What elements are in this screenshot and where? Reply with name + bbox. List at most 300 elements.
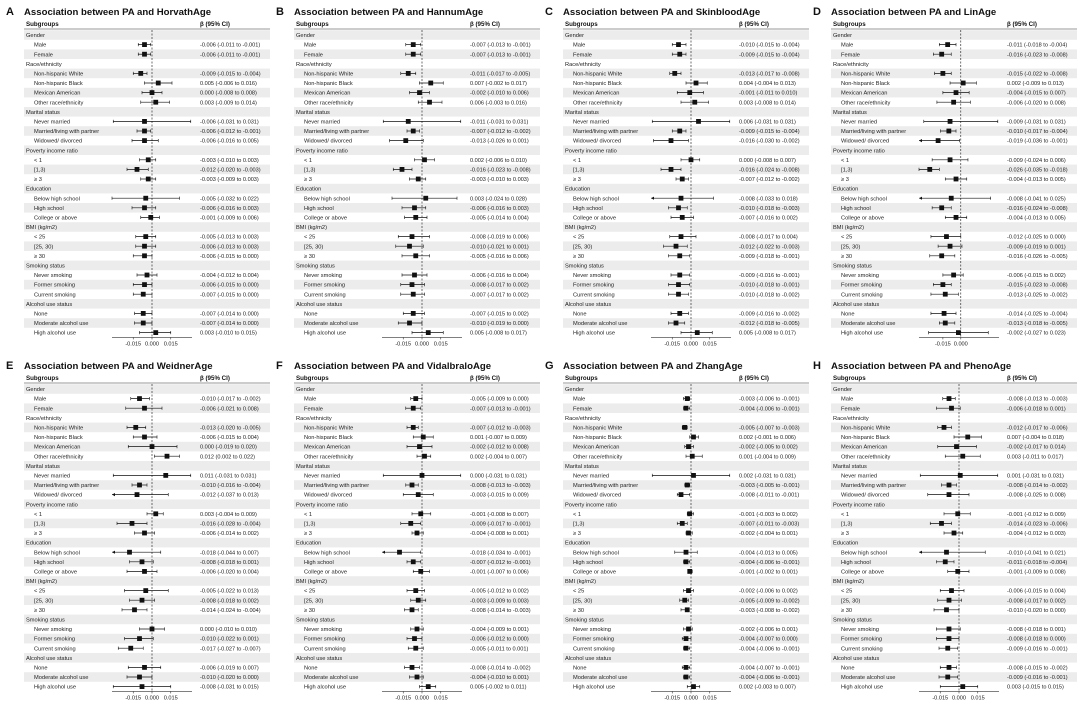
- row-stripe: [294, 222, 540, 232]
- subgroup-label-below-high-school: Below high school: [34, 196, 80, 203]
- ci-value: 0.002 (-0.004 to 0.007): [470, 454, 527, 461]
- subgroup-label-3: ≥ 3: [841, 531, 849, 538]
- ci-value: -0.007 (-0.012 to -0.002): [470, 129, 531, 136]
- group-label-poverty-income-ratio: Poverty income ratio: [296, 502, 348, 509]
- estimate-point: [413, 215, 418, 220]
- subgroups-header: Subgroups: [26, 375, 59, 382]
- ci-value: -0.013 (-0.018 to -0.005): [1007, 321, 1068, 328]
- group-label-gender: Gender: [833, 387, 852, 394]
- estimate-point: [947, 627, 952, 632]
- ci-value: -0.015 (-0.022 to -0.008): [1007, 71, 1068, 78]
- ci-value: -0.010 (-0.016 to -0.004): [200, 483, 261, 490]
- estimate-point: [945, 42, 950, 47]
- subgroup-label-moderate-alcohol-use: Moderate alcohol use: [573, 321, 628, 328]
- group-label-smoking-status: Smoking status: [296, 263, 335, 270]
- ci-value: -0.001 (-0.003 to 0.002): [739, 511, 798, 518]
- ci-value: -0.002 (-0.004 to 0.001): [739, 531, 798, 538]
- ci-value: 0.011 (-0.031 to 0.031): [200, 473, 257, 480]
- subgroup-label-moderate-alcohol-use: Moderate alcohol use: [841, 321, 896, 328]
- estimate-point: [679, 234, 684, 239]
- estimate-point: [948, 157, 953, 162]
- estimate-point: [142, 531, 147, 536]
- row-stripe: [294, 461, 540, 471]
- group-label-alcohol-use-status: Alcohol use status: [833, 301, 880, 308]
- group-label-education: Education: [833, 186, 859, 193]
- x-tick-label: 0.015: [433, 695, 448, 702]
- estimate-point: [691, 473, 696, 478]
- subgroup-label-widowed-divorced: Widowed/ divorced: [304, 492, 353, 499]
- ci-value: -0.010 (-0.020 to 0.000): [200, 675, 259, 682]
- ci-value: -0.005 (-0.009 to 0.000): [470, 396, 529, 403]
- subgroup-label-below-high-school: Below high school: [841, 550, 887, 557]
- estimate-point: [680, 177, 685, 182]
- estimate-point: [682, 425, 687, 430]
- ci-value: -0.008 (-0.018 to 0.001): [1007, 627, 1066, 634]
- group-label-bmi-kg-m2: BMI (kg/m2): [296, 579, 327, 586]
- chart-title: Association between PA and HorvathAge: [24, 7, 212, 18]
- row-stripe: [294, 107, 540, 117]
- ci-value: 0.004 (-0.004 to 0.013): [739, 81, 796, 88]
- ci-value: -0.007 (-0.014 to 0.000): [200, 311, 259, 318]
- subgroup-label-never-married: Never married: [304, 473, 341, 480]
- forest-plot-svg: [4, 2, 272, 354]
- group-label-bmi-kg-m2: BMI (kg/m2): [833, 225, 864, 232]
- panel-e: [4, 356, 272, 708]
- estimate-point: [428, 81, 433, 86]
- subgroup-label-former-smoking: Former smoking: [34, 282, 76, 289]
- estimate-point: [691, 684, 696, 689]
- estimate-point: [412, 205, 417, 210]
- estimate-point: [142, 282, 147, 287]
- subgroup-label-former-smoking: Former smoking: [573, 282, 615, 289]
- subgroup-label-married-living-with-partner: Married/living with partner: [34, 129, 100, 136]
- subgroup-label-moderate-alcohol-use: Moderate alcohol use: [304, 321, 359, 328]
- group-label-education: Education: [296, 186, 322, 193]
- estimate-point: [676, 292, 681, 297]
- ci-value: -0.009 (-0.015 to -0.004): [739, 129, 800, 136]
- subgroup-label-never-smoking: Never smoking: [841, 627, 879, 634]
- subgroup-label-female: Female: [304, 406, 323, 413]
- ci-value: -0.008 (-0.017 to 0.002): [1007, 598, 1066, 605]
- estimate-point: [137, 396, 142, 401]
- row-stripe: [563, 576, 809, 586]
- estimate-point: [686, 531, 691, 536]
- estimate-point: [153, 330, 158, 335]
- subgroup-label-30: ≥ 30: [841, 607, 853, 614]
- estimate-point: [672, 71, 677, 76]
- subgroup-label-non-hispanic-black: Non-hispanic Black: [573, 435, 622, 442]
- ci-value: -0.017 (-0.027 to -0.007): [200, 646, 261, 653]
- ci-value: 0.001 (-0.004 to 0.009): [739, 454, 796, 461]
- ci-value: -0.012 (-0.022 to -0.003): [739, 244, 800, 251]
- subgroup-label-widowed-divorced: Widowed/ divorced: [841, 492, 890, 499]
- estimate-point: [418, 569, 423, 574]
- subgroup-label-3: ≥ 3: [573, 531, 581, 538]
- ci-header: β (95% CI): [200, 375, 230, 382]
- x-tick-label: 0.015: [970, 695, 985, 702]
- ci-header: β (95% CI): [1007, 375, 1037, 382]
- ci-value: -0.006 (-0.020 to 0.004): [200, 569, 259, 576]
- subgroup-label-college-or-above: College or above: [573, 215, 617, 222]
- ci-value: -0.006 (-0.015 to 0.004): [1007, 588, 1066, 595]
- subgroup-label-none: None: [841, 311, 855, 318]
- estimate-point: [411, 425, 416, 430]
- chart-title: Association between PA and HannumAge: [294, 7, 484, 18]
- estimate-point: [939, 253, 944, 258]
- group-label-marital-status: Marital status: [565, 463, 599, 470]
- x-tick-label: 0.000: [415, 695, 429, 702]
- estimate-point: [944, 607, 949, 612]
- row-stripe: [24, 222, 270, 232]
- ci-value: 0.001 (-0.007 to 0.009): [470, 435, 527, 442]
- subgroup-label-below-high-school: Below high school: [573, 550, 619, 557]
- estimate-point: [146, 177, 151, 182]
- group-label-race-ethnicity: Race/ethnicity: [833, 61, 869, 68]
- row-stripe: [831, 30, 1077, 40]
- group-label-poverty-income-ratio: Poverty income ratio: [565, 148, 617, 155]
- subgroup-label-never-married: Never married: [573, 119, 610, 126]
- estimate-point: [415, 531, 420, 536]
- estimate-point: [135, 492, 140, 497]
- estimate-point: [694, 81, 699, 86]
- ci-value: -0.007 (-0.012 to -0.001): [470, 559, 531, 566]
- group-label-marital-status: Marital status: [296, 109, 330, 116]
- ci-value: -0.004 (-0.008 to 0.001): [470, 531, 529, 538]
- group-label-bmi-kg-m2: BMI (kg/m2): [565, 225, 596, 232]
- subgroup-label-moderate-alcohol-use: Moderate alcohol use: [304, 675, 359, 682]
- ci-value: 0.002 (-0.001 to 0.006): [739, 435, 796, 442]
- forest-plot-svg: [543, 2, 811, 354]
- estimate-point: [411, 311, 416, 316]
- ci-value: 0.003 (-0.015 to 0.015): [1007, 684, 1064, 691]
- subgroup-label-never-married: Never married: [841, 473, 878, 480]
- group-label-race-ethnicity: Race/ethnicity: [296, 415, 332, 422]
- estimate-point: [677, 273, 682, 278]
- estimate-point: [410, 282, 415, 287]
- estimate-point: [163, 473, 168, 478]
- subgroups-header: Subgroups: [565, 375, 598, 382]
- subgroup-label-below-high-school: Below high school: [304, 550, 350, 557]
- x-tick-label: 0.000: [953, 341, 968, 348]
- estimate-point: [132, 607, 137, 612]
- subgroup-label-college-or-above: College or above: [573, 569, 617, 576]
- ci-value: -0.010 (-0.021 to 0.001): [470, 244, 529, 251]
- subgroup-label-other-race-ethnicity: Other race/ethnicity: [841, 454, 891, 461]
- ci-value: -0.001 (-0.012 to 0.009): [1007, 511, 1066, 518]
- panel-letter: C: [545, 6, 553, 18]
- ci-value: -0.006 (-0.016 to 0.005): [200, 138, 259, 145]
- estimate-point: [141, 311, 146, 316]
- subgroup-label-other-race-ethnicity: Other race/ethnicity: [841, 100, 891, 107]
- ci-arrow-left: [112, 551, 115, 554]
- subgroup-label-male: Male: [304, 396, 317, 403]
- estimate-point: [426, 330, 431, 335]
- row-stripe: [831, 538, 1077, 548]
- panel-letter: E: [6, 360, 14, 372]
- subgroup-label-mexican-american: Mexican American: [573, 90, 620, 97]
- group-label-smoking-status: Smoking status: [296, 617, 335, 624]
- ci-value: -0.004 (-0.013 to 0.005): [739, 550, 798, 557]
- ci-value: -0.013 (-0.020 to -0.005): [200, 425, 261, 432]
- ci-value: -0.001 (-0.011 to 0.010): [739, 90, 798, 97]
- estimate-point: [142, 205, 147, 210]
- x-tick-label: 0.000: [684, 695, 698, 702]
- x-tick-label: -0.015: [125, 695, 142, 702]
- row-stripe: [831, 184, 1077, 194]
- ci-value: -0.010 (-0.022 to 0.001): [200, 636, 259, 643]
- group-label-bmi-kg-m2: BMI (kg/m2): [296, 225, 327, 232]
- ci-value: -0.003 (-0.010 to 0.003): [470, 177, 529, 184]
- ci-value: -0.003 (-0.009 to 0.003): [200, 177, 259, 184]
- ci-value: -0.006 (-0.011 to -0.001): [200, 52, 261, 59]
- ci-value: -0.001 (-0.008 to 0.007): [470, 511, 529, 518]
- ci-value: 0.006 (-0.031 to 0.031): [739, 119, 796, 126]
- subgroup-label-high-alcohol-use: High alcohol use: [841, 330, 884, 337]
- subgroup-label-3: ≥ 3: [34, 177, 42, 184]
- ci-value: 0.002 (-0.006 to 0.010): [470, 157, 527, 164]
- panel-letter: D: [813, 6, 821, 18]
- estimate-point: [947, 396, 952, 401]
- estimate-point: [410, 483, 415, 488]
- chart-title: Association between PA and LinAge: [831, 7, 997, 18]
- estimate-point: [684, 665, 689, 670]
- estimate-point: [137, 483, 142, 488]
- ci-value: 0.003 (-0.010 to 0.015): [200, 330, 257, 337]
- group-label-gender: Gender: [565, 33, 584, 40]
- panel-b: [274, 2, 542, 354]
- subgroup-label-25-30: [25, 30): [841, 598, 861, 605]
- ci-value: -0.008 (-0.019 to 0.006): [470, 234, 529, 241]
- subgroups-header: Subgroups: [26, 21, 59, 28]
- estimate-point: [684, 636, 689, 641]
- ci-value: -0.004 (-0.010 to 0.001): [470, 675, 529, 682]
- subgroup-label-male: Male: [304, 42, 317, 49]
- panel-d: [811, 2, 1079, 354]
- subgroup-label-never-smoking: Never smoking: [573, 627, 611, 634]
- ci-value: -0.002 (-0.006 to 0.001): [739, 627, 798, 634]
- ci-value: -0.010 (-0.020 to 0.000): [1007, 607, 1066, 614]
- ci-value: -0.004 (-0.006 to -0.001): [739, 646, 800, 653]
- subgroup-label-male: Male: [573, 396, 586, 403]
- group-label-gender: Gender: [26, 33, 45, 40]
- subgroup-label-married-living-with-partner: Married/living with partner: [573, 129, 639, 136]
- estimate-point: [427, 100, 432, 105]
- estimate-point: [686, 588, 691, 593]
- estimate-point: [682, 598, 687, 603]
- ci-value: 0.005 (-0.002 to 0.011): [470, 684, 527, 691]
- x-tick-label: 0.015: [163, 341, 178, 348]
- ci-value: -0.016 (-0.026 to -0.005): [1007, 253, 1068, 260]
- estimate-point: [949, 406, 954, 411]
- subgroup-label-high-school: High school: [573, 205, 603, 212]
- group-label-bmi-kg-m2: BMI (kg/m2): [26, 579, 57, 586]
- subgroup-label-other-race-ethnicity: Other race/ethnicity: [34, 100, 84, 107]
- ci-value: -0.005 (-0.032 to 0.022): [200, 196, 259, 203]
- subgroups-header: Subgroups: [296, 21, 329, 28]
- subgroup-label-mexican-american: Mexican American: [304, 444, 351, 451]
- ci-value: 0.012 (0.002 to 0.022): [200, 454, 256, 461]
- group-label-marital-status: Marital status: [565, 109, 599, 116]
- row-stripe: [563, 107, 809, 117]
- subgroup-label-female: Female: [573, 406, 592, 413]
- forest-plot-svg: [543, 356, 811, 708]
- estimate-point: [946, 129, 951, 134]
- chart-title: Association between PA and SkinbloodAge: [563, 7, 761, 18]
- ci-value: -0.004 (-0.006 to -0.001): [739, 406, 800, 413]
- subgroup-label-non-hispanic-black: Non-hispanic Black: [841, 81, 890, 88]
- subgroup-label-college-or-above: College or above: [34, 215, 78, 222]
- subgroup-label-married-living-with-partner: Married/living with partner: [304, 483, 370, 490]
- panel-f: [274, 356, 542, 708]
- estimate-point: [137, 636, 142, 641]
- ci-value: -0.006 (-0.015 to 0.000): [200, 253, 259, 260]
- row-stripe: [24, 384, 270, 394]
- estimate-point: [684, 559, 689, 564]
- subgroup-label-mexican-american: Mexican American: [841, 90, 888, 97]
- ci-value: -0.013 (-0.025 to -0.002): [1007, 292, 1068, 299]
- subgroup-label-female: Female: [841, 52, 860, 59]
- subgroup-label-college-or-above: College or above: [304, 215, 348, 222]
- ci-value: -0.001 (-0.009 to 0.006): [200, 215, 259, 222]
- x-tick-label: 0.015: [433, 341, 448, 348]
- subgroup-label-female: Female: [304, 52, 323, 59]
- subgroup-label-30: ≥ 30: [573, 253, 585, 260]
- estimate-point: [413, 646, 418, 651]
- estimate-point: [940, 71, 945, 76]
- subgroup-label-male: Male: [841, 42, 854, 49]
- ci-value: -0.006 (-0.031 to 0.031): [200, 119, 259, 126]
- ci-value: -0.002 (-0.010 to 0.006): [470, 90, 529, 97]
- estimate-point: [942, 425, 947, 430]
- estimate-point: [949, 588, 954, 593]
- subgroup-label-30: ≥ 30: [841, 253, 853, 260]
- subgroup-label-moderate-alcohol-use: Moderate alcohol use: [573, 675, 628, 682]
- ci-value: -0.006 (-0.021 to 0.008): [200, 406, 259, 413]
- subgroup-label-25: < 25: [304, 234, 316, 241]
- subgroup-label-never-married: Never married: [304, 119, 341, 126]
- group-label-gender: Gender: [296, 33, 315, 40]
- ci-value: -0.008 (-0.011 to -0.001): [739, 492, 800, 499]
- x-tick-label: -0.015: [664, 341, 681, 348]
- ci-value: -0.012 (-0.025 to 0.000): [1007, 234, 1066, 241]
- estimate-point: [942, 311, 947, 316]
- ci-header: β (95% CI): [1007, 21, 1037, 28]
- subgroup-label-below-high-school: Below high school: [841, 196, 887, 203]
- estimate-point: [413, 253, 418, 258]
- estimate-point: [955, 569, 960, 574]
- subgroup-label-high-school: High school: [34, 559, 64, 566]
- subgroup-label-non-hispanic-white: Non-hispanic White: [573, 425, 623, 432]
- ci-value: -0.009 (-0.015 to -0.004): [200, 71, 261, 78]
- ci-arrow-left: [919, 139, 922, 142]
- estimate-point: [676, 205, 681, 210]
- estimate-point: [944, 550, 949, 555]
- group-label-alcohol-use-status: Alcohol use status: [565, 301, 612, 308]
- subgroup-label-current-smoking: Current smoking: [34, 646, 76, 653]
- ci-value: -0.012 (-0.018 to -0.005): [739, 321, 800, 328]
- ci-value: -0.013 (-0.026 to 0.001): [470, 138, 529, 145]
- subgroup-label-married-living-with-partner: Married/living with partner: [34, 483, 100, 490]
- group-label-alcohol-use-status: Alcohol use status: [26, 301, 73, 308]
- ci-value: -0.004 (-0.006 to -0.001): [739, 675, 800, 682]
- ci-value: -0.003 (-0.006 to -0.001): [739, 396, 800, 403]
- estimate-point: [684, 406, 689, 411]
- x-tick-label: -0.015: [395, 695, 412, 702]
- estimate-point: [137, 675, 142, 680]
- ci-value: -0.008 (-0.018 to 0.002): [200, 598, 259, 605]
- estimate-point: [949, 196, 954, 201]
- forest-plot-svg: [274, 356, 542, 708]
- ci-value: -0.009 (-0.016 to -0.001): [1007, 675, 1068, 682]
- subgroup-label-never-smoking: Never smoking: [34, 273, 72, 280]
- estimate-point: [416, 492, 421, 497]
- ci-value: -0.003 (-0.009 to 0.003): [470, 598, 529, 605]
- ci-value: -0.012 (-0.020 to -0.003): [200, 167, 261, 174]
- ci-value: -0.009 (-0.015 to -0.004): [739, 52, 800, 59]
- row-stripe: [24, 30, 270, 40]
- subgroup-label-25-30: [25, 30): [573, 598, 593, 605]
- subgroup-label-current-smoking: Current smoking: [573, 292, 615, 299]
- ci-value: -0.007 (-0.013 to -0.001): [470, 42, 531, 49]
- estimate-point: [951, 100, 956, 105]
- group-label-race-ethnicity: Race/ethnicity: [296, 61, 332, 68]
- group-label-education: Education: [565, 540, 591, 547]
- estimate-point: [674, 244, 679, 249]
- ci-value: -0.007 (-0.014 to 0.000): [200, 321, 259, 328]
- ci-value: -0.005 (-0.007 to -0.003): [739, 425, 800, 432]
- estimate-point: [153, 511, 158, 516]
- subgroup-label-non-hispanic-black: Non-hispanic Black: [841, 435, 890, 442]
- estimate-point: [684, 675, 689, 680]
- ci-value: -0.011 (-0.018 to -0.004): [1007, 559, 1068, 566]
- subgroup-label-1-3: [1,3): [34, 167, 46, 174]
- subgroup-label-3: ≥ 3: [841, 177, 849, 184]
- subgroup-label-widowed-divorced: Widowed/ divorced: [34, 138, 83, 145]
- ci-value: -0.006 (-0.019 to 0.007): [200, 665, 259, 672]
- subgroup-label-moderate-alcohol-use: Moderate alcohol use: [841, 675, 896, 682]
- ci-value: -0.006 (-0.012 to -0.001): [200, 129, 261, 136]
- group-label-gender: Gender: [296, 387, 315, 394]
- estimate-point: [165, 454, 170, 459]
- subgroup-label-mexican-american: Mexican American: [573, 444, 620, 451]
- estimate-point: [939, 205, 944, 210]
- group-label-poverty-income-ratio: Poverty income ratio: [26, 148, 78, 155]
- ci-value: -0.010 (-0.018 to -0.002): [739, 292, 800, 299]
- group-label-poverty-income-ratio: Poverty income ratio: [565, 502, 617, 509]
- ci-value: -0.008 (-0.013 to -0.003): [1007, 396, 1068, 403]
- estimate-point: [417, 444, 422, 449]
- subgroup-label-non-hispanic-black: Non-hispanic Black: [304, 81, 353, 88]
- subgroup-label-former-smoking: Former smoking: [841, 282, 883, 289]
- estimate-point: [954, 444, 959, 449]
- estimate-point: [947, 665, 952, 670]
- ci-value: -0.006 (-0.012 to 0.000): [470, 636, 529, 643]
- estimate-point: [421, 435, 426, 440]
- row-stripe: [563, 461, 809, 471]
- estimate-point: [140, 559, 145, 564]
- estimate-point: [955, 511, 960, 516]
- ci-value: 0.002 (-0.031 to 0.031): [739, 473, 796, 480]
- estimate-point: [142, 406, 147, 411]
- ci-header: β (95% CI): [470, 21, 500, 28]
- ci-value: -0.001 (-0.002 to 0.001): [739, 569, 798, 576]
- estimate-point: [948, 244, 953, 249]
- estimate-point: [138, 71, 143, 76]
- group-label-poverty-income-ratio: Poverty income ratio: [296, 148, 348, 155]
- x-tick-label: -0.015: [932, 695, 949, 702]
- group-label-bmi-kg-m2: BMI (kg/m2): [565, 579, 596, 586]
- estimate-point: [695, 330, 700, 335]
